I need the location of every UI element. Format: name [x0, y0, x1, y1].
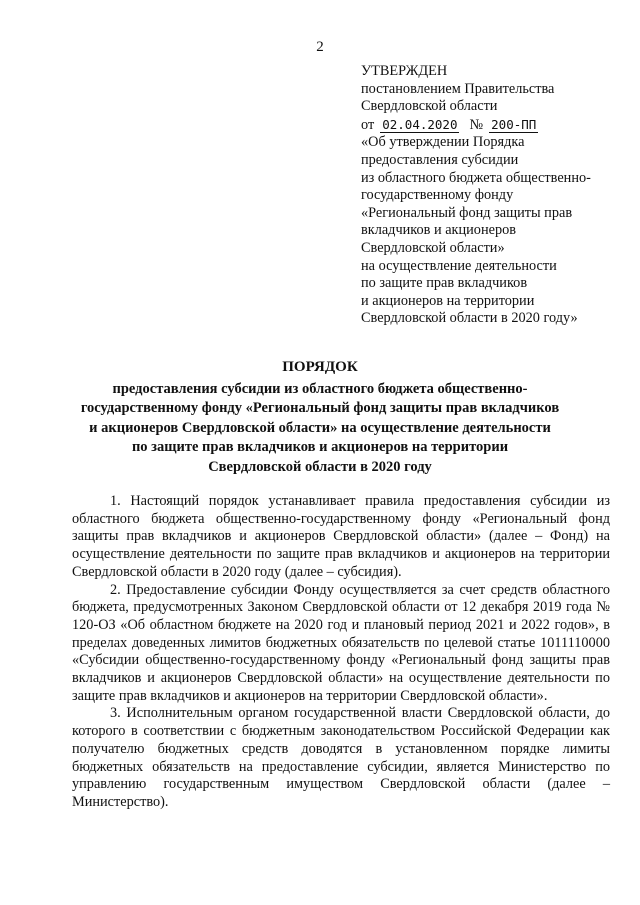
approval-quote-line: по защите прав вкладчиков: [361, 275, 528, 292]
approval-quote-line: Свердловской области в 2020 году»: [361, 310, 578, 327]
approval-quote-line: государственному фонду: [361, 187, 514, 204]
document-title: [60, 358, 580, 478]
number-value: 200-ПП: [491, 116, 537, 132]
approval-quote-line: из областного бюджета общественно-: [361, 169, 591, 186]
approval-quote-line: вкладчиков и акционеров: [361, 222, 516, 239]
approval-line: постановлением Правительства: [361, 80, 555, 97]
page-number: 2: [316, 39, 324, 55]
paragraph-1: 1. Настоящий порядок устанавливает правила предоставления субсидии из областного бюджета общественно-государственному фонду «Региональный фонд защиты прав вкладчиков и акционеров Свердловской области» (далее – Фонд) на осуществление деятельности по защите прав вкладчиков и акционеров на территории Свердловской области в 2020 году (далее – субсидия).: [72, 493, 610, 580]
approval-status: УТВЕРЖДЕН: [361, 63, 448, 79]
title-heading: ПОРЯДОК: [282, 359, 358, 375]
title-line: предоставления субсидии из областного бюджета общественно-: [112, 380, 528, 397]
title-line: по защите прав вкладчиков и акционеров на территории: [131, 439, 509, 456]
paragraph-3: 3. Исполнительным органом государственной власти Свердловской области, до которого в соответствии с бюджетным законодательством Российской Федерации как получателю бюджетных средств доводятся в установленном порядке лимиты бюджетных обязательств на предоставление субсидии, является Министерство по управлению государственным имуществом Свердловской области (далее – Министерство).: [72, 705, 610, 810]
approval-quote-line: предоставления субсидии: [361, 151, 519, 168]
date-value: 02.04.2020: [382, 116, 458, 132]
title-line: Свердловской области в 2020 году: [208, 458, 432, 475]
paragraph-2: 2. Предоставление субсидии Фонду осуществляется за счет средств областного бюджета, предусмотренных Законом Свердловской области от 12 декабря 2019 года № 120-ОЗ «Об областном бюджете на 2020 год и плановый период 2021 и 2022 годов», в пределах доведенных лимитов бюджетных обязательств по целевой статье 1011110000 «Субсидии общественно-государственному фонду «Региональный фонд защиты прав вкладчиков и акционеров Свердловской области» на осуществление деятельности по защите прав вкладчиков и акционеров на территории Свердловской области».: [72, 581, 610, 704]
approval-block: [361, 63, 631, 328]
date-prefix: от: [361, 116, 375, 133]
title-line: и акционеров Свердловской области» на осуществление деятельности: [89, 419, 551, 436]
document-body: [72, 493, 610, 812]
approval-quote-line: «Об утверждении Порядка: [361, 134, 525, 151]
number-prefix: №: [469, 116, 484, 133]
approval-date-row: [361, 116, 631, 135]
title-line: государственному фонду «Региональный фонд защиты прав вкладчиков: [80, 400, 560, 417]
approval-quote-line: и акционеров на территории: [361, 292, 535, 309]
approval-quote-line: на осуществление деятельности: [361, 257, 557, 274]
approval-quote-line: «Региональный фонд защиты прав: [361, 204, 573, 221]
approval-quote-line: Свердловской области»: [361, 239, 505, 256]
approval-line: Свердловской области: [361, 98, 498, 115]
